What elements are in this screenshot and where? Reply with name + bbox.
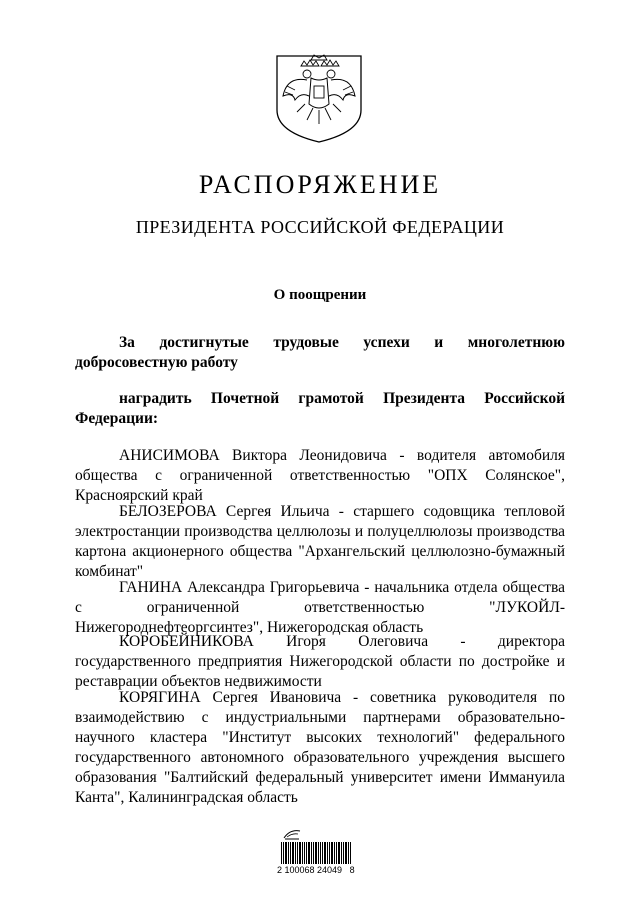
- recipient-text: БЕЛОЗЕРОВА Сергея Ильича - старшего содовщика тепловой электростанции производства целлюлозы и полуцеллюлозы производства картона акционерного общества "Архангельский целлюлозно-бумажный комбинат": [75, 503, 565, 580]
- recipient-text: АНИСИМОВА Виктора Леонидовича - водителя автомобиля общества с ограниченной ответственностью "ОПХ Солянское", Красноярский край: [75, 447, 565, 504]
- recipient-entry-2: [75, 502, 565, 582]
- recipient-entry-1: [75, 446, 565, 506]
- action-paragraph: [75, 389, 565, 429]
- document-subject: О поощрении: [273, 287, 367, 303]
- document-subtitle: ПРЕЗИДЕНТА РОССИЙСКОЙ ФЕДЕРАЦИИ: [135, 217, 505, 237]
- action-text: наградить Почетной грамотой Президента Российской Федерации:: [75, 390, 565, 427]
- document-title: РАСПОРЯЖЕНИЕ: [198, 170, 442, 199]
- recipient-entry-4: [75, 632, 565, 692]
- printing-logo-icon: [282, 828, 302, 840]
- coat-of-arms-emblem: [271, 52, 367, 144]
- recipient-entry-3: [75, 578, 565, 638]
- recipient-entry-5: [75, 688, 565, 808]
- barcode: [281, 842, 351, 864]
- barcode-number: 2 100068 24049 8: [277, 865, 355, 875]
- recipient-text: ГАНИНА Александра Григорьевича - начальника отдела общества с ограниченной ответственностью "ЛУКОЙЛ-Нижегороднефтеоргсинтез", Нижегородская область: [75, 579, 565, 636]
- intro-text: За достигнутые трудовые успехи и многолетнюю добросовестную работу: [75, 334, 565, 371]
- recipient-text: КОРЯГИНА Сергея Ивановича - советника руководителя по взаимодействию с индустриальными партнерами образовательно-научного кластера "Институт высоких технологий" федерального государственного автономного образовательного учреждения высшего образования "Балтийский федеральный университет имени Иммануила Канта", Калининградская область: [75, 689, 565, 806]
- intro-paragraph: [75, 333, 565, 373]
- recipient-text: КОРОБЕЙНИКОВА Игоря Олеговича - директора государственного предприятия Нижегородской области по достройке и реставрации объектов недвижимости: [75, 633, 565, 690]
